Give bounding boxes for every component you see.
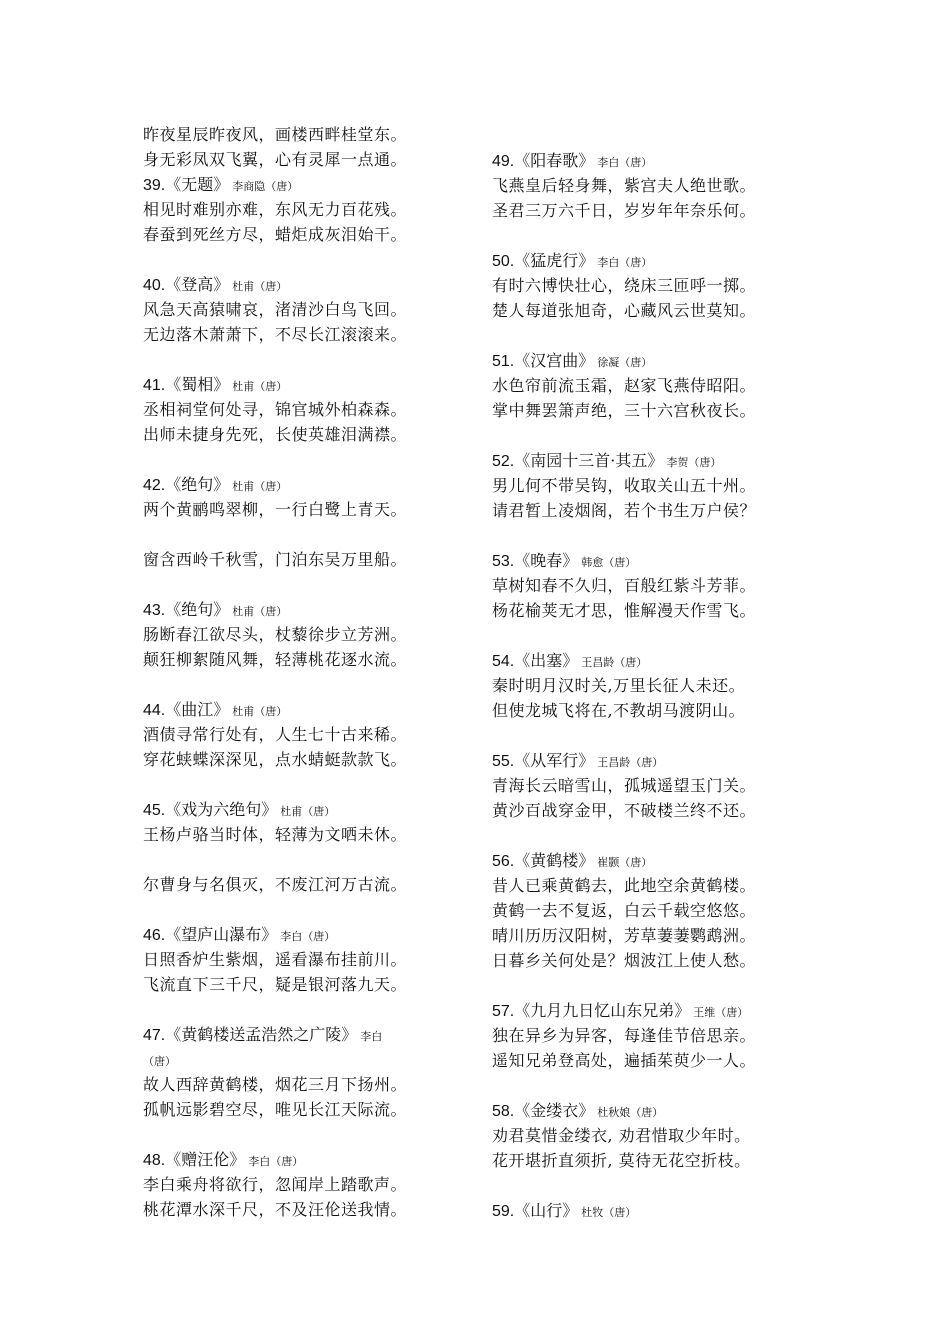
poem-line: 秦时明月汉时关,万里长征人未还。: [492, 676, 746, 695]
poem-line: 男儿何不带吴钩，收取关山五十州。: [492, 476, 757, 495]
blank-line: [143, 1122, 473, 1147]
poem-title: [143, 797, 473, 822]
blank-line: [492, 1173, 822, 1198]
poem-author: 韩愈（唐）: [581, 556, 637, 569]
poem-title: [492, 748, 822, 773]
poem-title: [143, 697, 473, 722]
poem-line: 水色帘前流玉霜，赵家飞燕侍昭阳。: [492, 376, 757, 395]
right-column: [492, 148, 822, 1223]
poem-name: 《晚春》: [514, 551, 579, 570]
poem-name: 《九月九日忆山东兄弟》: [514, 1001, 691, 1020]
poem-name: 《绝句》: [165, 475, 230, 494]
poem-title: [143, 172, 473, 197]
poem-number: 51.: [492, 353, 515, 370]
poem-number: 43.: [143, 602, 166, 619]
blank-line: [492, 523, 822, 548]
poem-title: [143, 922, 473, 947]
poem-number: 42.: [143, 477, 166, 494]
poem-name: 《金缕衣》: [514, 1101, 595, 1120]
poem-number: 39.: [143, 177, 166, 194]
poem-author: 李白（唐）: [597, 256, 653, 269]
poem-line: 王杨卢骆当时体，轻薄为文哂未休。: [143, 825, 408, 844]
poem-line: 故人西辞黄鹤楼，烟花三月下扬州。: [143, 1075, 408, 1094]
blank-line: [492, 973, 822, 998]
poem-line: 独在异乡为异客，每逢佳节倍思亲。: [492, 1026, 757, 1045]
poem-line: 劝君莫惜金缕衣, 劝君惜取少年时。: [492, 1126, 751, 1145]
blank-line: [143, 847, 473, 872]
poem-author: 王昌龄（唐）: [581, 656, 648, 669]
blank-line: [143, 247, 473, 272]
poem-line: 李白乘舟将欲行，忽闻岸上踏歌声。: [143, 1175, 408, 1194]
poem-author: 王维（唐）: [693, 1006, 749, 1019]
poem-line: 桃花潭水深千尺，不及汪伦送我情。: [143, 1200, 408, 1219]
poem-number: 52.: [492, 453, 515, 470]
poem-line: 青海长云暗雪山，孤城遥望玉门关。: [492, 776, 757, 795]
poem-name: 《绝句》: [165, 600, 230, 619]
poem-number: 41.: [143, 377, 166, 394]
poem-line: 飞燕皇后轻身舞，紫宫夫人绝世歌。: [492, 176, 757, 195]
blank-line: [143, 522, 473, 547]
poem-title: [492, 848, 822, 873]
poem-title: [143, 372, 473, 397]
blank-line: [143, 347, 473, 372]
poem-line: 楚人每道张旭奇，心藏风云世莫知。: [492, 301, 757, 320]
poem-line: 孤帆远影碧空尽，唯见长江天际流。: [143, 1100, 408, 1119]
poem-title: [492, 1198, 822, 1223]
poem-number: 54.: [492, 653, 515, 670]
poem-number: 47.: [143, 1027, 166, 1044]
blank-line: [492, 323, 822, 348]
poem-title: [143, 597, 473, 622]
poem-author: 杜秋娘（唐）: [597, 1106, 664, 1119]
poem-name: 《从军行》: [514, 751, 595, 770]
blank-line: [492, 623, 822, 648]
poem-author: 杜甫（唐）: [232, 605, 288, 618]
blank-line: [492, 423, 822, 448]
poem-number: 59.: [492, 1203, 515, 1220]
poem-line: 两个黄鹂鸣翠柳，一行白鹭上青天。: [143, 500, 408, 519]
poem-line: 尔曹身与名俱灭，不废江河万古流。: [143, 875, 408, 894]
poem-line: 颠狂柳絮随风舞，轻薄桃花逐水流。: [143, 650, 408, 669]
poem-name: 《黄鹤楼》: [514, 851, 595, 870]
poem-author: 杜牧（唐）: [581, 1206, 637, 1219]
blank-line: [143, 772, 473, 797]
poem-title: [492, 648, 822, 673]
poem-title: [492, 148, 822, 173]
poem-line: 春蚕到死丝方尽，蜡炬成灰泪始干。: [143, 225, 408, 244]
poem-number: 53.: [492, 553, 515, 570]
poem-author: 杜甫（唐）: [232, 380, 288, 393]
poem-line: 杨花榆荚无才思，惟解漫天作雪飞。: [492, 601, 757, 620]
poem-name: 《阳春歌》: [514, 151, 595, 170]
poem-author-dynasty: （唐）: [143, 1055, 176, 1068]
poem-author: 徐凝（唐）: [597, 356, 653, 369]
poem-title: [143, 1022, 473, 1072]
poem-name: 《望庐山瀑布》: [165, 925, 278, 944]
poem-title: [492, 248, 822, 273]
poem-author: 李白（唐）: [280, 930, 336, 943]
poem-line: 丞相祠堂何处寻，锦官城外柏森森。: [143, 400, 408, 419]
poem-author: 崔颢（唐）: [597, 856, 653, 869]
poem-name: 《赠汪伦》: [165, 1150, 246, 1169]
poem-name: 《登高》: [165, 275, 230, 294]
poem-line: 请君暂上凌烟阁，若个书生万户侯？: [492, 501, 757, 520]
poem-title: [492, 548, 822, 573]
poem-title: [492, 448, 822, 473]
left-column: [143, 122, 473, 1222]
poem-line: 飞流直下三千尺，疑是银河落九天。: [143, 975, 408, 994]
poem-line: 草树知春不久归，百般红紫斗芳菲。: [492, 576, 757, 595]
poem-line: 日暮乡关何处是？烟波江上使人愁。: [492, 951, 757, 970]
poem-name: 《黄鹤楼送孟浩然之广陵》: [165, 1025, 358, 1044]
poem-name: 《戏为六绝句》: [165, 800, 278, 819]
poem-line: 昔人已乘黄鹤去，此地空余黄鹤楼。: [492, 876, 757, 895]
poem-number: 44.: [143, 702, 166, 719]
poem-line: 遥知兄弟登高处，遍插茱萸少一人。: [492, 1051, 757, 1070]
poem-line: 花开堪折直须折, 莫待无花空折枝。: [492, 1151, 751, 1170]
poem-name: 《汉宫曲》: [514, 351, 595, 370]
poem-line: 掌中舞罢箫声绝，三十六宫秋夜长。: [492, 401, 757, 420]
poem-line: 肠断春江欲尽头，杖藜徐步立芳洲。: [143, 625, 408, 644]
poem-author: 李白: [360, 1030, 383, 1043]
poem-title: [143, 1147, 473, 1172]
poem-name: 《南园十三首·其五》: [514, 451, 664, 470]
poem-line: 身无彩凤双飞翼，心有灵犀一点通。: [143, 150, 408, 169]
poem-line: 无边落木萧萧下，不尽长江滚滚来。: [143, 325, 408, 344]
poem-author: 杜甫（唐）: [232, 280, 288, 293]
blank-line: [143, 997, 473, 1022]
poem-line: 但使龙城飞将在,不教胡马渡阴山。: [492, 701, 746, 720]
poem-author: 李白（唐）: [248, 1155, 304, 1168]
poem-line: 出师未捷身先死，长使英雄泪满襟。: [143, 425, 408, 444]
poem-name: 《无题》: [165, 175, 230, 194]
poem-name: 《山行》: [514, 1201, 579, 1220]
poem-title: [143, 272, 473, 297]
poem-number: 45.: [143, 802, 166, 819]
poem-line: 酒债寻常行处有，人生七十古来稀。: [143, 725, 408, 744]
blank-line: [492, 1073, 822, 1098]
poem-number: 55.: [492, 753, 515, 770]
poem-name: 《出塞》: [514, 651, 579, 670]
poem-title: [492, 348, 822, 373]
poem-number: 57.: [492, 1003, 515, 1020]
poem-title: [492, 1098, 822, 1123]
poem-line: 有时六博快壮心，绕床三匝呼一掷。: [492, 276, 757, 295]
poem-line: 黄鹤一去不复返，白云千载空悠悠。: [492, 901, 757, 920]
poem-line: 穿花蛱蝶深深见，点水蜻蜓款款飞。: [143, 750, 408, 769]
poem-line: 昨夜星辰昨夜风，画楼西畔桂堂东。: [143, 125, 408, 144]
blank-line: [143, 672, 473, 697]
poem-number: 49.: [492, 153, 515, 170]
blank-line: [492, 823, 822, 848]
poem-author: 杜甫（唐）: [232, 480, 288, 493]
poem-number: 48.: [143, 1152, 166, 1169]
poem-name: 《蜀相》: [165, 375, 230, 394]
poem-name: 《曲江》: [165, 700, 230, 719]
poem-line: 圣君三万六千日，岁岁年年奈乐何。: [492, 201, 757, 220]
poem-author: 杜甫（唐）: [232, 705, 288, 718]
poem-title: [143, 472, 473, 497]
poem-line: 黄沙百战穿金甲，不破楼兰终不还。: [492, 801, 757, 820]
poem-line: 晴川历历汉阳树，芳草萋萋鹦鹉洲。: [492, 926, 757, 945]
blank-line: [143, 572, 473, 597]
poem-number: 50.: [492, 253, 515, 270]
poem-line: 相见时难别亦难，东风无力百花残。: [143, 200, 408, 219]
blank-line: [492, 223, 822, 248]
poem-line: 风急天高猿啸哀，渚清沙白鸟飞回。: [143, 300, 408, 319]
blank-line: [143, 897, 473, 922]
poem-author: 杜甫（唐）: [280, 805, 336, 818]
poem-number: 46.: [143, 927, 166, 944]
poem-number: 56.: [492, 853, 515, 870]
poem-number: 58.: [492, 1103, 515, 1120]
poem-author: 李商隐（唐）: [232, 180, 299, 193]
poem-line: 窗含西岭千秋雪，门泊东吴万里船。: [143, 550, 408, 569]
blank-line: [492, 723, 822, 748]
poem-author: 李贺（唐）: [666, 456, 722, 469]
blank-line: [143, 447, 473, 472]
poem-line: 日照香炉生紫烟，遥看瀑布挂前川。: [143, 950, 408, 969]
poem-author: 王昌龄（唐）: [597, 756, 664, 769]
poem-name: 《猛虎行》: [514, 251, 595, 270]
poem-title: [492, 998, 822, 1023]
poem-author: 李白（唐）: [597, 156, 653, 169]
poem-number: 40.: [143, 277, 166, 294]
